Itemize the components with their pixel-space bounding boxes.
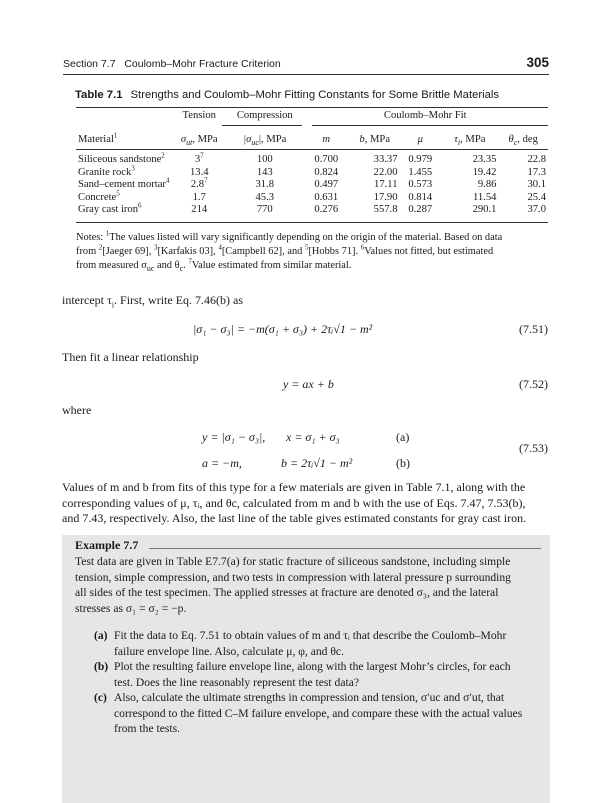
cell-sut: 214 bbox=[191, 204, 208, 215]
cell-sut: $2.8^7$ bbox=[190, 176, 208, 190]
cell-b: 557.8 bbox=[373, 204, 398, 215]
col-b: b, MPa bbox=[359, 133, 391, 145]
cell-sut: 1.7 bbox=[192, 191, 206, 203]
cell-suc: 770 bbox=[256, 204, 273, 215]
item-a-line-1: Fit the data to Eq. 7.51 to obtain values of m and τᵢ that describe the Coulomb–Mohr bbox=[114, 629, 507, 642]
col-sut: $\sigma_{ut}$, MPa bbox=[180, 133, 218, 147]
section-title: Coulomb–Mohr Fracture Criterion bbox=[124, 58, 281, 70]
cell-material: Granite rock$^3$ bbox=[78, 163, 135, 178]
cell-suc: 100 bbox=[256, 154, 273, 165]
cell-m: 0.276 bbox=[314, 204, 339, 215]
col-suc: $|\sigma_{uc}|$, MPa bbox=[243, 133, 287, 147]
equation-7-53b-left: a = −m, bbox=[202, 456, 242, 470]
table-caption bbox=[75, 89, 499, 101]
table-row bbox=[76, 149, 548, 167]
cell-mu: 0.573 bbox=[408, 179, 433, 190]
materials-table bbox=[76, 110, 548, 221]
table-row bbox=[76, 179, 548, 192]
running-header bbox=[63, 55, 549, 70]
cell-mu: 0.814 bbox=[408, 191, 433, 203]
cell-m: 0.631 bbox=[314, 191, 339, 203]
header-rule bbox=[63, 74, 549, 75]
cell-b: 33.37 bbox=[373, 154, 398, 165]
table-title: Strengths and Coulomb–Mohr Fitting Constants for Some Brittle Materials bbox=[130, 89, 500, 101]
notes-line-2: from $^2$[Jaeger 69], $^3$[Karfakis 03], $^4$[Campbell 62], and $^5$[Hobbs 71]. $^6$Values not fitted, but estimated bbox=[76, 243, 494, 257]
paragraph-line-1: Values of m and b from fits of this type for a few materials are given in Table 7.1, along with the bbox=[62, 480, 526, 494]
item-c-line-3: from the tests. bbox=[114, 722, 181, 735]
equation-number-7-51: (7.51) bbox=[519, 322, 548, 336]
col-thetac: $\theta_c$, deg bbox=[508, 133, 538, 147]
equation-7-52: y = ax + b bbox=[283, 377, 334, 391]
table-bottom-rule bbox=[76, 222, 548, 223]
cell-material: Concrete$^5$ bbox=[78, 188, 120, 203]
example-intro-line-1: Test data are given in Table E7.7(a) for static fracture of siliceous sandstone, including simple bbox=[75, 555, 511, 568]
table-row bbox=[76, 192, 548, 205]
equation-7-53b-tag: (b) bbox=[396, 456, 410, 470]
fit-line: Then fit a linear relationship bbox=[62, 350, 199, 364]
notes-line-3: from measured $\sigma_{uc}$ and $\theta_c$. $^7$Value estimated from similar material. bbox=[76, 257, 352, 274]
example-intro-line-4: stresses as σ₁ = σ₂ = −p. bbox=[75, 601, 187, 615]
cell-taui: 23.35 bbox=[472, 154, 497, 165]
column-header-row bbox=[76, 126, 548, 150]
cell-taui: 9.86 bbox=[477, 179, 497, 190]
equation-7-51: |σ₁ − σ₃| = −m(σ₁ + σ₃) + 2τᵢ√1 − m² bbox=[193, 322, 373, 336]
group-compression: Compression bbox=[236, 110, 293, 121]
page-number: 305 bbox=[526, 55, 549, 70]
equation-7-53b-right: b = 2τᵢ√1 − m² bbox=[281, 456, 353, 470]
group-tension: Tension bbox=[182, 110, 216, 121]
cell-m: 0.824 bbox=[314, 166, 339, 178]
example-heading-rule bbox=[149, 548, 541, 549]
col-taui: $\tau_i$, MPa bbox=[454, 133, 486, 147]
item-b-line-2: test. Does the line reasonably represent the test data? bbox=[114, 675, 359, 689]
cell-thetac: 17.3 bbox=[527, 166, 546, 178]
table-label: Table 7.1 bbox=[75, 89, 123, 101]
cell-thetac: 37.0 bbox=[527, 204, 546, 215]
cell-suc: 143 bbox=[256, 166, 273, 178]
cell-material: Sand–cement mortar$^4$ bbox=[78, 176, 170, 190]
item-c-line-1: Also, calculate the ultimate strengths in compression and tension, σ′uc and σ′ut, that bbox=[114, 691, 505, 704]
notes-line-1: Notes: $^1$The values listed will vary significantly depending on the origin of the material. Based on data bbox=[76, 229, 503, 243]
col-m: m bbox=[322, 133, 331, 145]
example-intro-line-3: all sides of the test specimen. The applied stresses at fracture are denoted σ₃, and the lateral bbox=[75, 586, 499, 599]
cell-mu: 0.287 bbox=[408, 204, 433, 215]
cell-thetac: 22.8 bbox=[527, 154, 546, 165]
equation-number-7-53: (7.53) bbox=[519, 441, 548, 455]
example-item-b bbox=[94, 659, 540, 690]
table-top-rule bbox=[76, 107, 548, 108]
item-b-line-1: Plot the resulting failure envelope line, along with the largest Mohr’s circles, for each bbox=[114, 660, 511, 673]
cell-m: 0.700 bbox=[314, 154, 339, 165]
item-b-label: (b) bbox=[94, 660, 109, 673]
table-notes bbox=[76, 231, 548, 273]
group-fit: Coulomb–Mohr Fit bbox=[383, 110, 467, 121]
item-c-label: (c) bbox=[94, 691, 107, 704]
paragraph-line-3: and 7.43, respectively. Also, the last line of the table gives estimated constants for gray cast iron. bbox=[62, 511, 527, 525]
cell-sut: 13.4 bbox=[189, 166, 209, 178]
table-row bbox=[76, 204, 548, 221]
example-item-a bbox=[94, 628, 540, 659]
col-material: Material$^1$ bbox=[78, 130, 118, 145]
intercept-line: intercept $\tau_i$. First, write Eq. 7.46(b) as bbox=[62, 293, 244, 310]
body-paragraph bbox=[62, 480, 551, 527]
col-mu: μ bbox=[417, 133, 423, 145]
cell-b: 22.00 bbox=[373, 166, 398, 178]
cell-taui: 19.42 bbox=[472, 166, 497, 178]
equation-7-53a-left: y = |σ₁ − σ₃|, bbox=[202, 430, 266, 444]
cell-suc: 45.3 bbox=[255, 191, 275, 203]
item-a-label: (a) bbox=[94, 629, 108, 642]
cell-mu: 0.979 bbox=[408, 154, 433, 165]
cell-m: 0.497 bbox=[314, 179, 339, 190]
cell-mu: 1.455 bbox=[408, 166, 433, 178]
cell-material: Siliceous sandstone$^2$ bbox=[78, 151, 165, 165]
equation-7-53a-tag: (a) bbox=[396, 430, 410, 444]
item-a-line-2: failure envelope line. Also, calculate μ, φ, and θc. bbox=[114, 644, 344, 658]
cell-thetac: 30.1 bbox=[527, 179, 546, 190]
example-heading: Example 7.7 bbox=[75, 538, 139, 552]
cell-b: 17.11 bbox=[374, 179, 398, 190]
cell-suc: 31.8 bbox=[255, 179, 275, 190]
cell-material: Gray cast iron$^6$ bbox=[78, 201, 142, 215]
equation-number-7-52: (7.52) bbox=[519, 377, 548, 391]
example-intro-line-2: tension, simple compression, and two tests in compression with lateral pressure p surrounding bbox=[75, 570, 511, 584]
cell-b: 17.90 bbox=[373, 191, 398, 203]
cell-taui: 11.54 bbox=[472, 191, 497, 203]
example-item-c bbox=[94, 690, 540, 737]
section-number: Section 7.7 bbox=[63, 58, 116, 70]
table-row bbox=[76, 167, 548, 180]
item-c-line-2: correspond to the fitted C–M failure envelope, and compare these with the actual values bbox=[114, 706, 523, 720]
example-intro bbox=[75, 554, 541, 616]
cell-taui: 290.1 bbox=[472, 204, 497, 215]
where-line: where bbox=[62, 403, 92, 417]
paragraph-line-2: corresponding values of μ, τᵢ, and θc, calculated from m and b with the use of Eqs. 7.47, 7.53(b), bbox=[62, 495, 526, 510]
cell-thetac: 25.4 bbox=[527, 191, 546, 203]
equation-7-53a-right: x = σ₁ + σ₃ bbox=[286, 430, 340, 444]
cell-sut: $3^7$ bbox=[194, 151, 204, 165]
